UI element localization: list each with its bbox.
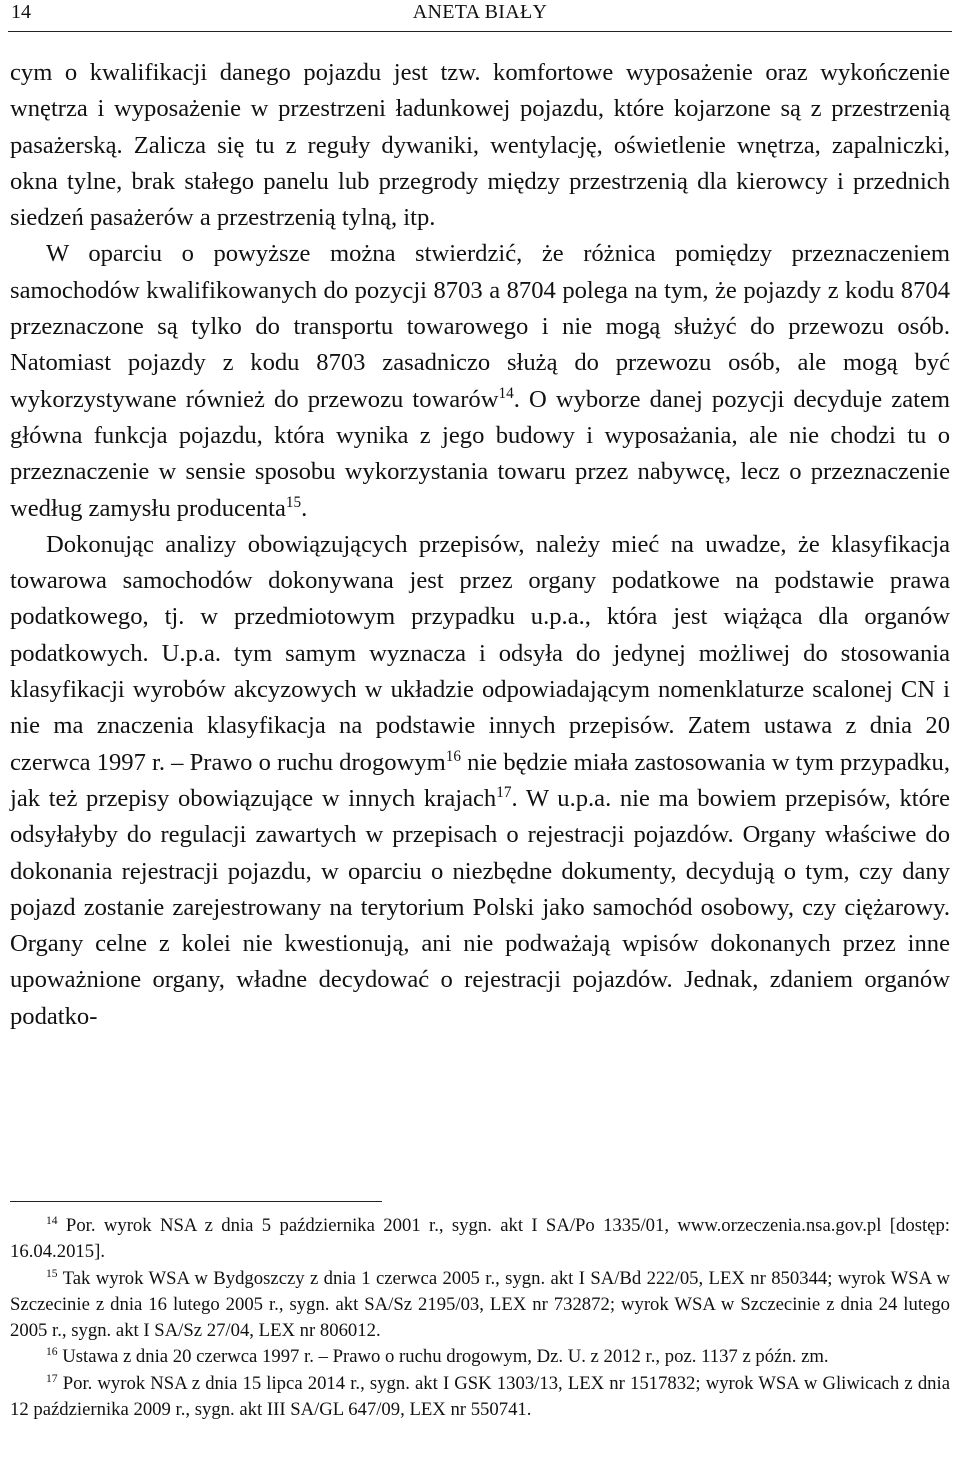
page-number: 14 xyxy=(11,1,31,23)
running-title: ANETA BIAŁY xyxy=(412,1,548,23)
footnote-text: Por. wyrok NSA z dnia 5 października 2001 r., sygn. akt I SA/Po 1335/01, www.orzeczenia.nsa.gov.pl [dostęp: 16.04.2015]. xyxy=(10,1215,950,1263)
footnote-number: 15 xyxy=(46,1266,58,1280)
paragraph-2-text-c: . xyxy=(301,494,308,522)
paragraph-3-text-b: nie będzie miała zastosowania w tym przypadku, jak też przepisy obowiązujące w innych krajach xyxy=(10,748,950,812)
paragraph-1-text: cym o kwalifikacji danego pojazdu jest tzw. komfortowe wyposażenie oraz wykończenie wnętrza i wyposażenie w przestrzeni ładunkowej pojazdu, które kojarzone są z przestrzenią pasażerską. Zalicza się tu z reguły dywaniki, wentylację, oświetlenie wnętrza, zapalniczki, okna tylne, brak stałego panelu lub przegrody między przestrzenią dla kierowcy i przednich siedzeń pasażerów a przestrzenią tylną, itp. xyxy=(10,59,950,232)
footnote-ref-17[interactable]: 17 xyxy=(496,783,512,801)
paragraph-3 xyxy=(10,527,950,1035)
main-text xyxy=(10,55,950,1035)
paragraph-3-text-a: Dokonując analizy obowiązujących przepisów, należy mieć na uwadze, że klasyfikacja towarowa samochodów dokonywana jest przez organy podatkowe na podstawie prawa podatkowego, tj. w przedmiotowym przypadku u.p.a., która jest wiążąca dla organów podatkowych. U.p.a. tym samym wyznacza i odsyła do jedynej możliwej do stosowania klasyfikacji wyrobów akcyzowych w układzie odpowiadającym nomenklaturze scalonej CN i nie ma znaczenia klasyfikacja na podstawie innych przepisów. Zatem ustawa z dnia 20 czerwca 1997 r. – Prawo o ruchu drogowym xyxy=(10,530,950,776)
footnote-number: 17 xyxy=(46,1371,58,1385)
paragraph-3-text-c: . W u.p.a. nie ma bowiem przepisów, które odsyłałyby do regulacji zawartych w przepisach o rejestracji pojazdów. Organy właściwe do dokonania rejestracji pojazdu, w oparciu o niezbędne dokumenty, decydują o tym, czy dany pojazd zostanie zarejestrowany na terytorium Polski jako samochód osobowy, czy ciężarowy. Organy celne z kolei nie kwestionują, ani nie podważają wpisów dokonanych przez inne upoważnione organy, władne decydować o rejestracji pojazdów. Jednak, zdaniem organów podatko- xyxy=(10,784,950,1030)
footnote-text: Tak wyrok WSA w Bydgoszczy z dnia 1 czerwca 2005 r., sygn. akt I SA/Bd 222/05, LEX nr 850344; wyrok WSA w Szczecinie z dnia 16 lutego 2005 r., sygn. akt SA/Sz 2195/03, LEX nr 732872; wyrok WSA w Szczecinie z dnia 24 lutego 2005 r., sygn. akt I SA/Sz 27/04, LEX nr 806012. xyxy=(10,1267,950,1342)
footnotes xyxy=(10,1213,950,1423)
page-header xyxy=(8,0,952,32)
footnote-number: 16 xyxy=(46,1345,58,1359)
footnote-ref-15[interactable]: 15 xyxy=(285,493,302,511)
footnote-ref-16[interactable]: 16 xyxy=(445,747,461,765)
footnote-14 xyxy=(10,1213,950,1266)
footnote-text: Ustawa z dnia 20 czerwca 1997 r. – Prawo o ruchu drogowym, Dz. U. z 2012 r., poz. 1137 z późn. zm. xyxy=(62,1346,829,1368)
footnote-ref-14[interactable]: 14 xyxy=(498,384,514,402)
paragraph-2 xyxy=(10,236,950,526)
footnote-number: 14 xyxy=(46,1214,58,1228)
footnote-text: Por. wyrok NSA z dnia 15 lipca 2014 r., sygn. akt I GSK 1303/13, LEX nr 1517832; wyrok WSA w Gliwicach z dnia 12 października 2009 r., sygn. akt III SA/GL 647/09, LEX nr 550741. xyxy=(10,1372,950,1421)
paragraph-2-text-b: . O wyborze danej pozycji decyduje zatem główna funkcja pojazdu, która wynika z jego budowy i wyposażania, ale nie chodzi tu o przeznaczenie w sensie sposobu wykorzystania towaru przez nabywcę, lecz o przeznaczenie według zamysłu producenta xyxy=(10,385,950,522)
paragraph-1 xyxy=(10,55,950,236)
footnote-16 xyxy=(10,1344,950,1370)
footnote-17 xyxy=(10,1371,950,1424)
footnote-15 xyxy=(10,1266,950,1345)
footnote-separator xyxy=(10,1201,382,1202)
paragraph-2-text-a: W oparciu o powyższe można stwierdzić, że różnica pomiędzy przeznaczeniem samochodów kwalifikowanych do pozycji 8703 a 8704 polega na tym, że pojazdy z kodu 8704 przeznaczone są tylko do transportu towarowego i nie mogą służyć do przewozu osób. Natomiast pojazdy z kodu 8703 zasadniczo służą do przewozu osób, ale mogą być wykorzystywane również do przewozu towarów xyxy=(10,240,950,413)
